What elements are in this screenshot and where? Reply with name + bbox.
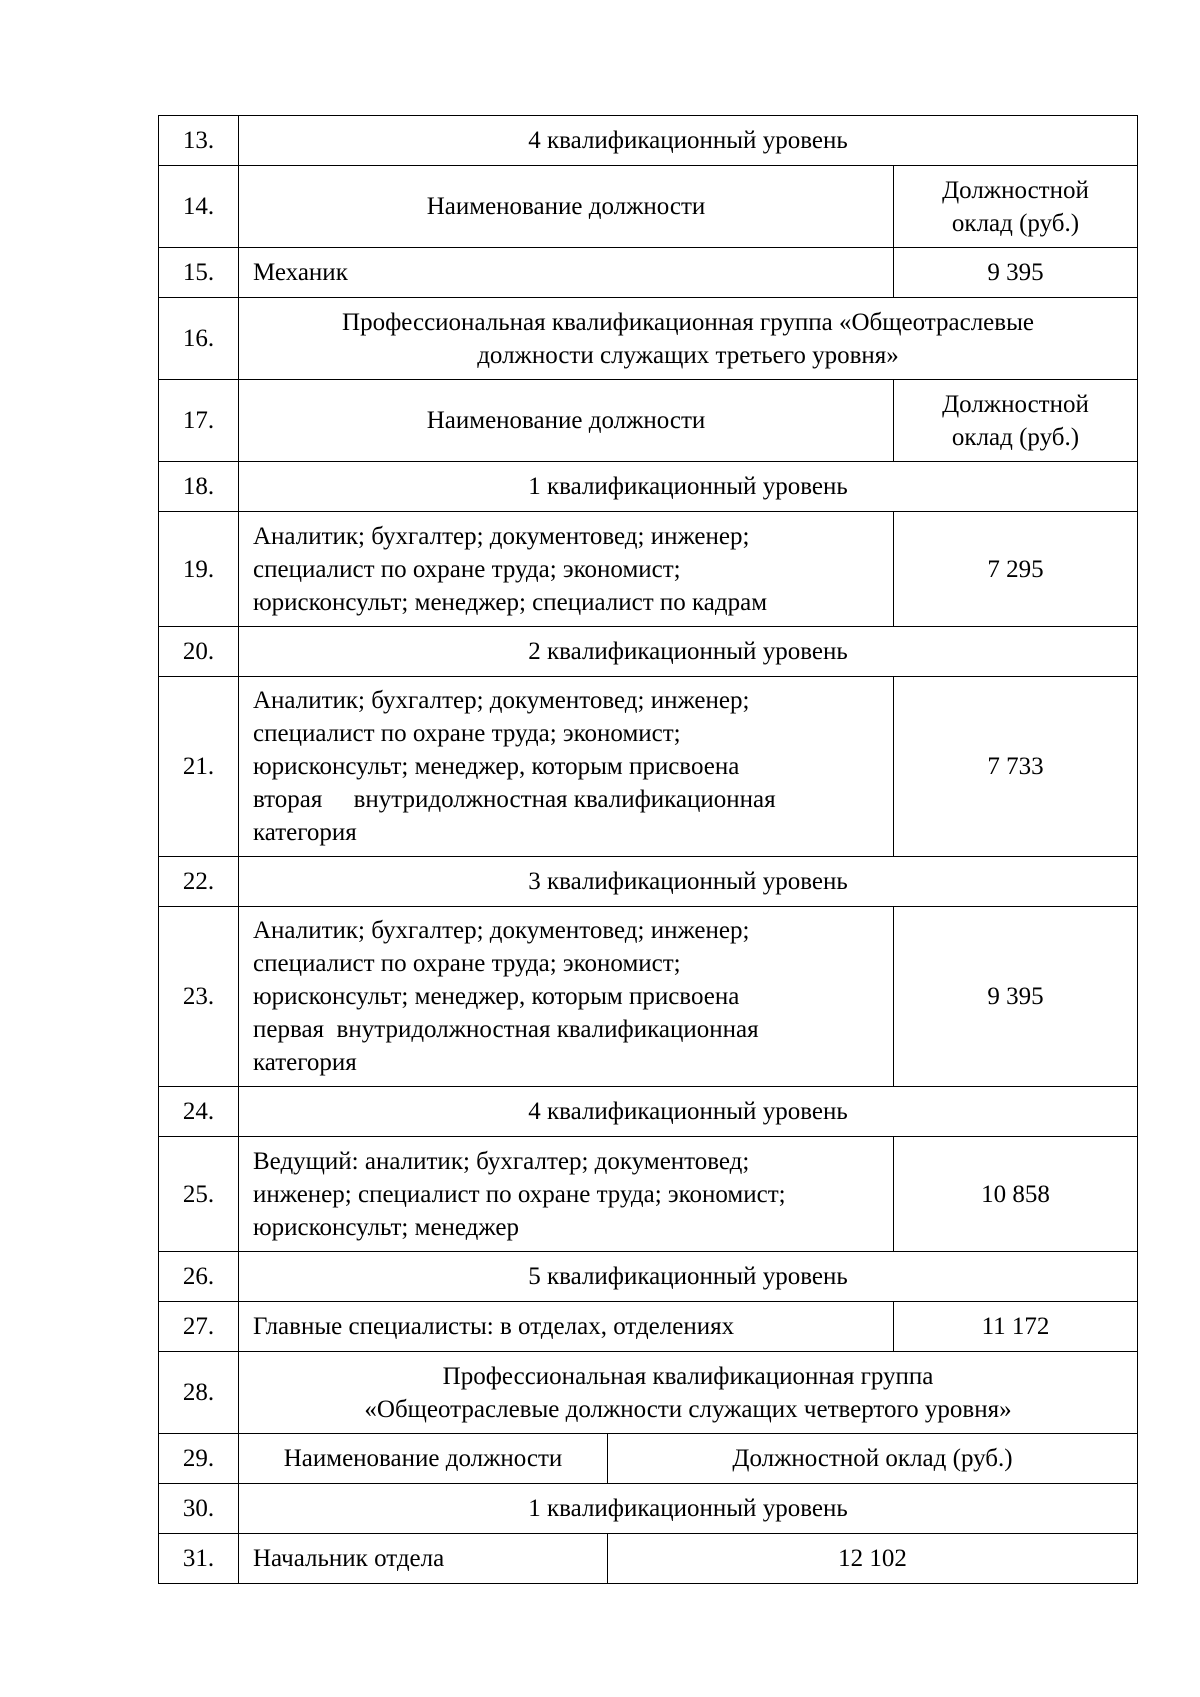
level-heading: 4 квалификационный уровень [239,116,1138,166]
group-heading: Профессиональная квалификационная группа «Общеотраслевые должности служащих четвертого уровня» [239,1352,1138,1434]
row-number: 19. [159,512,239,627]
position-name: Ведущий: аналитик; бухгалтер; документовед; инженер; специалист по охране труда; экономист; юрисконсульт; менеджер [239,1137,894,1252]
table-row [159,1352,1138,1434]
table-row [159,1434,1138,1484]
table-row [159,380,1138,462]
table-row [159,627,1138,677]
table-row [159,1534,1138,1584]
table-row [159,907,1138,1087]
group-heading: Профессиональная квалификационная группа «Общеотраслевые должности служащих третьего уровня» [239,298,1138,380]
table-row [159,462,1138,512]
row-number: 14. [159,166,239,248]
table-row [159,248,1138,298]
position-name-header: Наименование должности [239,166,894,248]
table-row [159,857,1138,907]
row-number: 28. [159,1352,239,1434]
level-heading: 1 квалификационный уровень [239,462,1138,512]
level-heading: 5 квалификационный уровень [239,1252,1138,1302]
row-number: 27. [159,1302,239,1352]
salary-header: Должностной оклад (руб.) [894,380,1138,462]
row-number: 17. [159,380,239,462]
salary-value: 12 102 [608,1534,1138,1584]
row-number: 13. [159,116,239,166]
table-row [159,512,1138,627]
table-row [159,1302,1138,1352]
level-heading: 1 квалификационный уровень [239,1484,1138,1534]
row-number: 26. [159,1252,239,1302]
salary-table [158,115,1138,1584]
position-name: Механик [239,248,894,298]
salary-header: Должностной оклад (руб.) [894,166,1138,248]
table-row [159,116,1138,166]
position-name-header: Наименование должности [239,380,894,462]
row-number: 30. [159,1484,239,1534]
table-row [159,1087,1138,1137]
table-row [159,1137,1138,1252]
row-number: 22. [159,857,239,907]
salary-header: Должностной оклад (руб.) [608,1434,1138,1484]
salary-value: 11 172 [894,1302,1138,1352]
salary-value: 10 858 [894,1137,1138,1252]
row-number: 16. [159,298,239,380]
level-heading: 2 квалификационный уровень [239,627,1138,677]
table-row [159,1252,1138,1302]
level-heading: 4 квалификационный уровень [239,1087,1138,1137]
row-number: 24. [159,1087,239,1137]
table-row [159,1484,1138,1534]
table-row [159,166,1138,248]
row-number: 21. [159,677,239,857]
salary-value: 7 295 [894,512,1138,627]
row-number: 29. [159,1434,239,1484]
row-number: 25. [159,1137,239,1252]
salary-value: 9 395 [894,907,1138,1087]
table-row [159,298,1138,380]
position-name: Аналитик; бухгалтер; документовед; инженер; специалист по охране труда; экономист; юрисконсульт; менеджер, которым присвоена первая внутридолжностная квалификационная категория [239,907,894,1087]
position-name: Аналитик; бухгалтер; документовед; инженер; специалист по охране труда; экономист; юрисконсульт; менеджер; специалист по кадрам [239,512,894,627]
row-number: 20. [159,627,239,677]
row-number: 23. [159,907,239,1087]
position-name: Главные специалисты: в отделах, отделениях [239,1302,894,1352]
table-row [159,677,1138,857]
level-heading: 3 квалификационный уровень [239,857,1138,907]
row-number: 15. [159,248,239,298]
salary-value: 9 395 [894,248,1138,298]
salary-value: 7 733 [894,677,1138,857]
position-name: Начальник отдела [239,1534,608,1584]
position-name: Аналитик; бухгалтер; документовед; инженер; специалист по охране труда; экономист; юрисконсульт; менеджер, которым присвоена вторая внутридолжностная квалификационная категория [239,677,894,857]
row-number: 18. [159,462,239,512]
row-number: 31. [159,1534,239,1584]
position-name-header: Наименование должности [239,1434,608,1484]
